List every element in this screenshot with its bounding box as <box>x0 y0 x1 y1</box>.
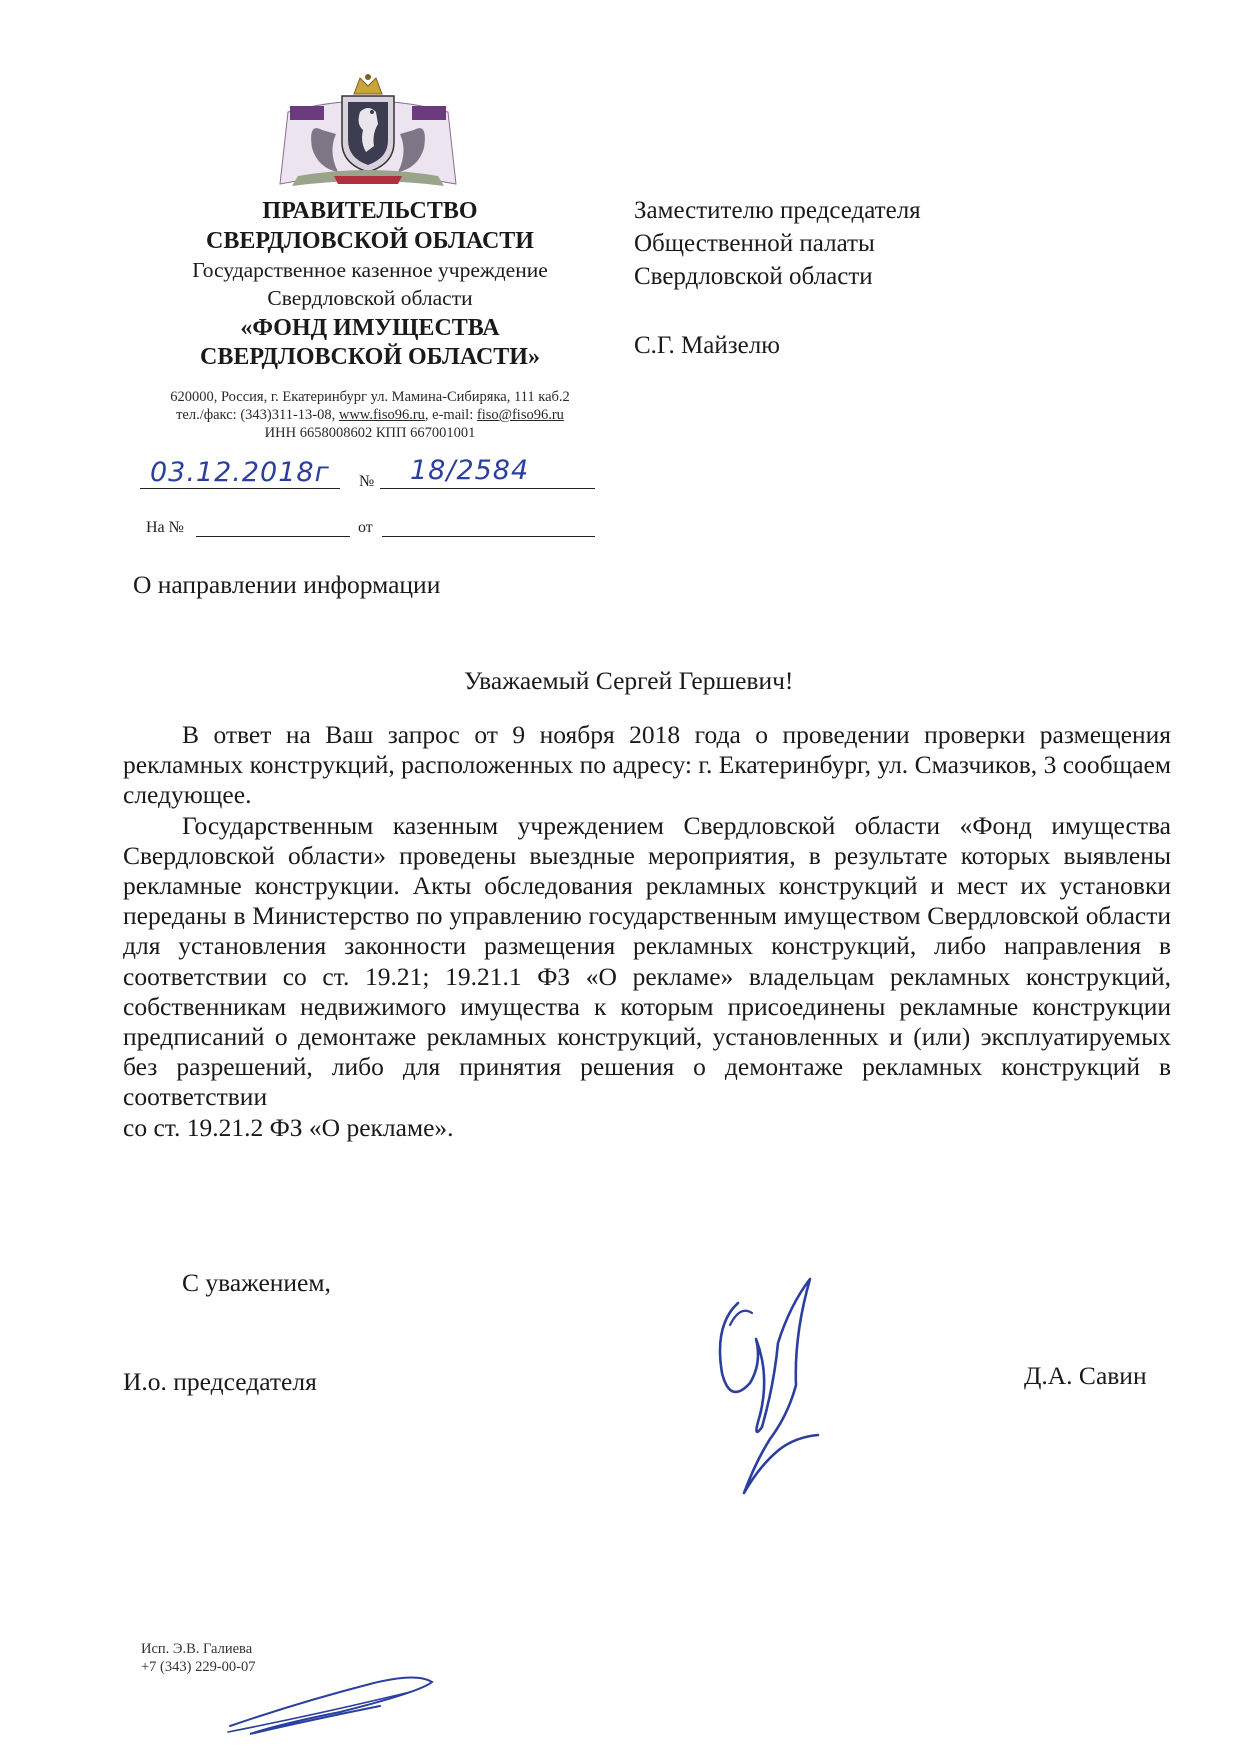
outgoing-date: 03.12.2018г <box>150 457 330 488</box>
executor-phone: +7 (343) 229-00-07 <box>141 1659 256 1675</box>
number-label: № <box>359 473 375 490</box>
reply-to-label: На № <box>146 519 184 536</box>
addressee-name: С.Г. Майзелю <box>634 332 780 359</box>
email-link[interactable]: fiso@fiso96.ru <box>476 407 564 423</box>
phone-fax: тел./факс: (343)311-13-08, <box>176 407 339 423</box>
body-paragraph-2: Государственным казенным учреждением Свердловской области «Фонд имущества Свердловской области» проведены выездные мероприятия, в результате которых выявлены рекламные конструкции. Акты обследования рекламных конструкций и мест их установки переданы в Министерство по управлению государственным имуществом Свердловской области для установления законности размещения рекламных конструкций, либо направления в соответствии со ст. 19.21; 19.21.1 ФЗ «О рекламе» владельцам рекламных конструкций, собственникам недвижимого имущества к которым присоединены рекламные конструкции предписаний о демонтаже рекламных конструкций, установленных и (или) эксплуатируемых без разрешений, либо для принятия решения о демонтаже рекламных конструкций в соответствии <box>123 810 1171 1112</box>
outgoing-number: 18/2584 <box>410 455 530 486</box>
addressee-line1: Заместителю председателя <box>634 197 921 224</box>
executor-name: Исп. Э.В. Галиева <box>141 1641 253 1657</box>
email-prefix: , e-mail: <box>424 407 477 423</box>
fund-name-line1: «ФОНД ИМУЩЕСТВА <box>240 315 500 341</box>
number-line <box>380 488 595 489</box>
signatory-position: И.о. председателя <box>123 1367 317 1396</box>
website-link[interactable]: www.fiso96.ru <box>338 407 425 423</box>
reply-from-label: от <box>358 519 373 536</box>
org-name-line2: СВЕРДЛОВСКОЙ ОБЛАСТИ <box>206 228 534 254</box>
body-paragraph-2-end: со ст. 19.21.2 ФЗ «О рекламе». <box>123 1112 454 1142</box>
closing-phrase: С уважением, <box>182 1268 331 1297</box>
fund-name-line2: СВЕРДЛОВСКОЙ ОБЛАСТИ» <box>200 344 540 370</box>
reply-date-line <box>382 536 595 537</box>
org-name-line1: ПРАВИТЕЛЬСТВО <box>262 198 478 224</box>
signature-icon <box>700 1265 840 1505</box>
institution-type-line2: Свердловской области <box>267 286 473 310</box>
reply-number-line <box>196 536 350 537</box>
date-line <box>140 488 340 489</box>
letter-body <box>123 720 1171 1143</box>
institution-type-line1: Государственное казенное учреждение <box>192 258 548 282</box>
addressee-line2: Общественной палаты <box>634 230 875 257</box>
letter-greeting: Уважаемый Сергей Гершевич! <box>464 666 794 695</box>
org-tax-ids: ИНН 6658008602 КПП 667001001 <box>264 425 476 441</box>
executor-initials-icon <box>220 1662 450 1742</box>
signatory-name: Д.А. Савин <box>1024 1361 1147 1390</box>
org-contacts <box>130 407 610 424</box>
letter-subject: О направлении информации <box>133 570 441 599</box>
addressee-line3: Свердловской области <box>634 263 873 290</box>
org-address: 620000, Россия, г. Екатеринбург ул. Мамина-Сибиряка, 111 каб.2 <box>170 389 570 405</box>
body-paragraph-1: В ответ на Ваш запрос от 9 ноября 2018 года о проведении проверки размещения рекламных конструкций, расположенных по адресу: г. Екатеринбург, ул. Смазчиков, 3 сообщаем следующее. <box>123 720 1171 810</box>
coat-of-arms-icon <box>268 72 468 190</box>
